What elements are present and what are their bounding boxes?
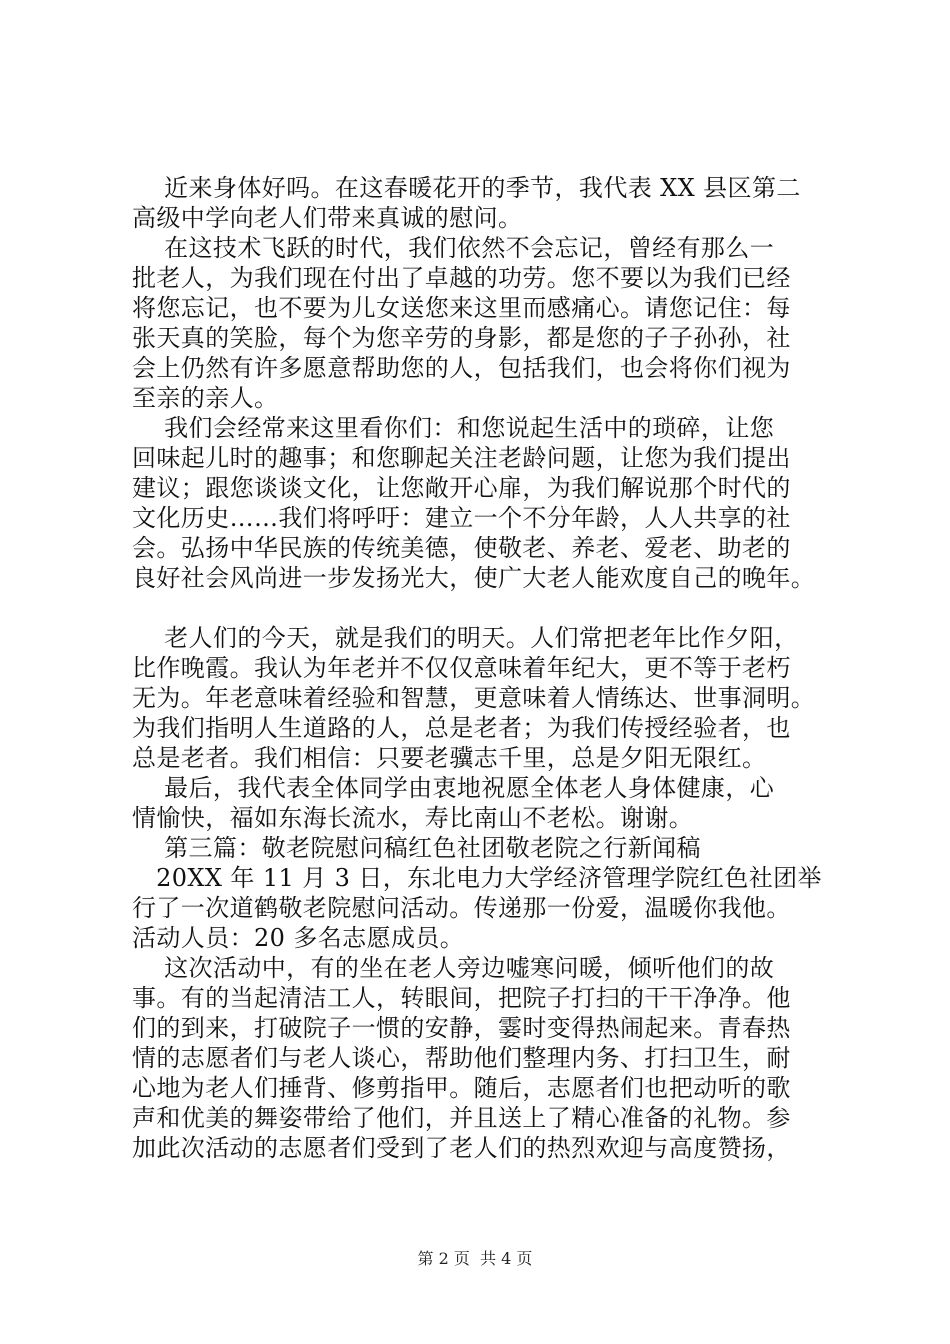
text-line: 事。有的当起清洁工人，转眼间，把院子打扫的干干净净。他 [132,984,791,1012]
text-line: 情的志愿者们与老人谈心，帮助他们整理内务、打扫卫生，耐 [132,1044,791,1072]
text-line: 张天真的笑脸，每个为您辛劳的身影，都是您的子子孙孙，社 [132,324,791,352]
text-line: 心地为老人们捶背、修剪指甲。随后，志愿者们也把动听的歌 [132,1074,791,1102]
text-line: 无为。年老意味着经验和智慧，更意味着人情练达、世事洞明。 [132,684,816,712]
text-line: 20XX 年 11 月 3 日，东北电力大学经济管理学院红色社团举 [132,864,822,892]
text-line: 情愉快，福如东海长流水，寿比南山不老松。谢谢。 [132,804,694,832]
text-line: 至亲的亲人。 [132,384,279,412]
text-line: 良好社会风尚进一步发扬光大，使广大老人能欢度自己的晚年。 [132,564,816,592]
text-line: 我们会经常来这里看你们：和您说起生活中的琐碎，让您 [132,414,775,442]
text-line: 加此次活动的志愿者们受到了老人们的热烈欢迎与高度赞扬， [132,1134,791,1162]
text-line: 批老人，为我们现在付出了卓越的功劳。您不要以为我们已经 [132,264,791,292]
section-heading: 第三篇：敬老院慰问稿红色社团敬老院之行新闻稿 [132,834,701,862]
page-number-footer: 第 2 页 共 4 页 [417,1249,533,1268]
text-line: 声和优美的舞姿带给了他们，并且送上了精心准备的礼物。参 [132,1104,791,1132]
text-line: 总是老者。我们相信：只要老骥志千里，总是夕阳无限红。 [132,744,767,772]
text-line: 会上仍然有许多愿意帮助您的人，包括我们，也会将你们视为 [132,354,791,382]
text-line: 们的到来，打破院子一惯的安静，霎时变得热闹起来。青春热 [132,1014,791,1042]
text-line: 比作晚霞。我认为年老并不仅仅意味着年纪大，更不等于老朽 [132,654,791,682]
text-line: 将您忘记，也不要为儿女送您来这里而感痛心。请您记住：每 [132,294,791,322]
text-line: 这次活动中，有的坐在老人旁边嘘寒问暖，倾听他们的故 [132,954,775,982]
text-line: 老人们的今天，就是我们的明天。人们常把老年比作夕阳， [132,624,799,652]
text-line: 高级中学向老人们带来真诚的慰问。 [132,204,523,232]
text-line: 会。弘扬中华民族的传统美德，使敬老、养老、爱老、助老的 [132,534,791,562]
text-line: 近来身体好吗。在这春暖花开的季节，我代表 XX 县区第二 [132,174,801,202]
text-line: 行了一次道鹤敬老院慰问活动。传递那一份爱，温暖你我他。 [132,894,791,922]
text-line: 为我们指明人生道路的人，总是老者；为我们传授经验者，也 [132,714,791,742]
text-line: 建议；跟您谈谈文化，让您敞开心扉，为我们解说那个时代的 [132,474,791,502]
text-line: 在这技术飞跃的时代，我们依然不会忘记，曾经有那么一 [132,234,775,262]
text-line: 活动人员：20 多名志愿成员。 [132,924,465,952]
text-line: 回味起儿时的趣事；和您聊起关注老龄问题，让您为我们提出 [132,444,791,472]
text-line: 最后，我代表全体同学由衷地祝愿全体老人身体健康，心 [132,774,775,802]
text-line: 文化历史……我们将呼吁：建立一个不分年龄，人人共享的社 [132,504,791,532]
